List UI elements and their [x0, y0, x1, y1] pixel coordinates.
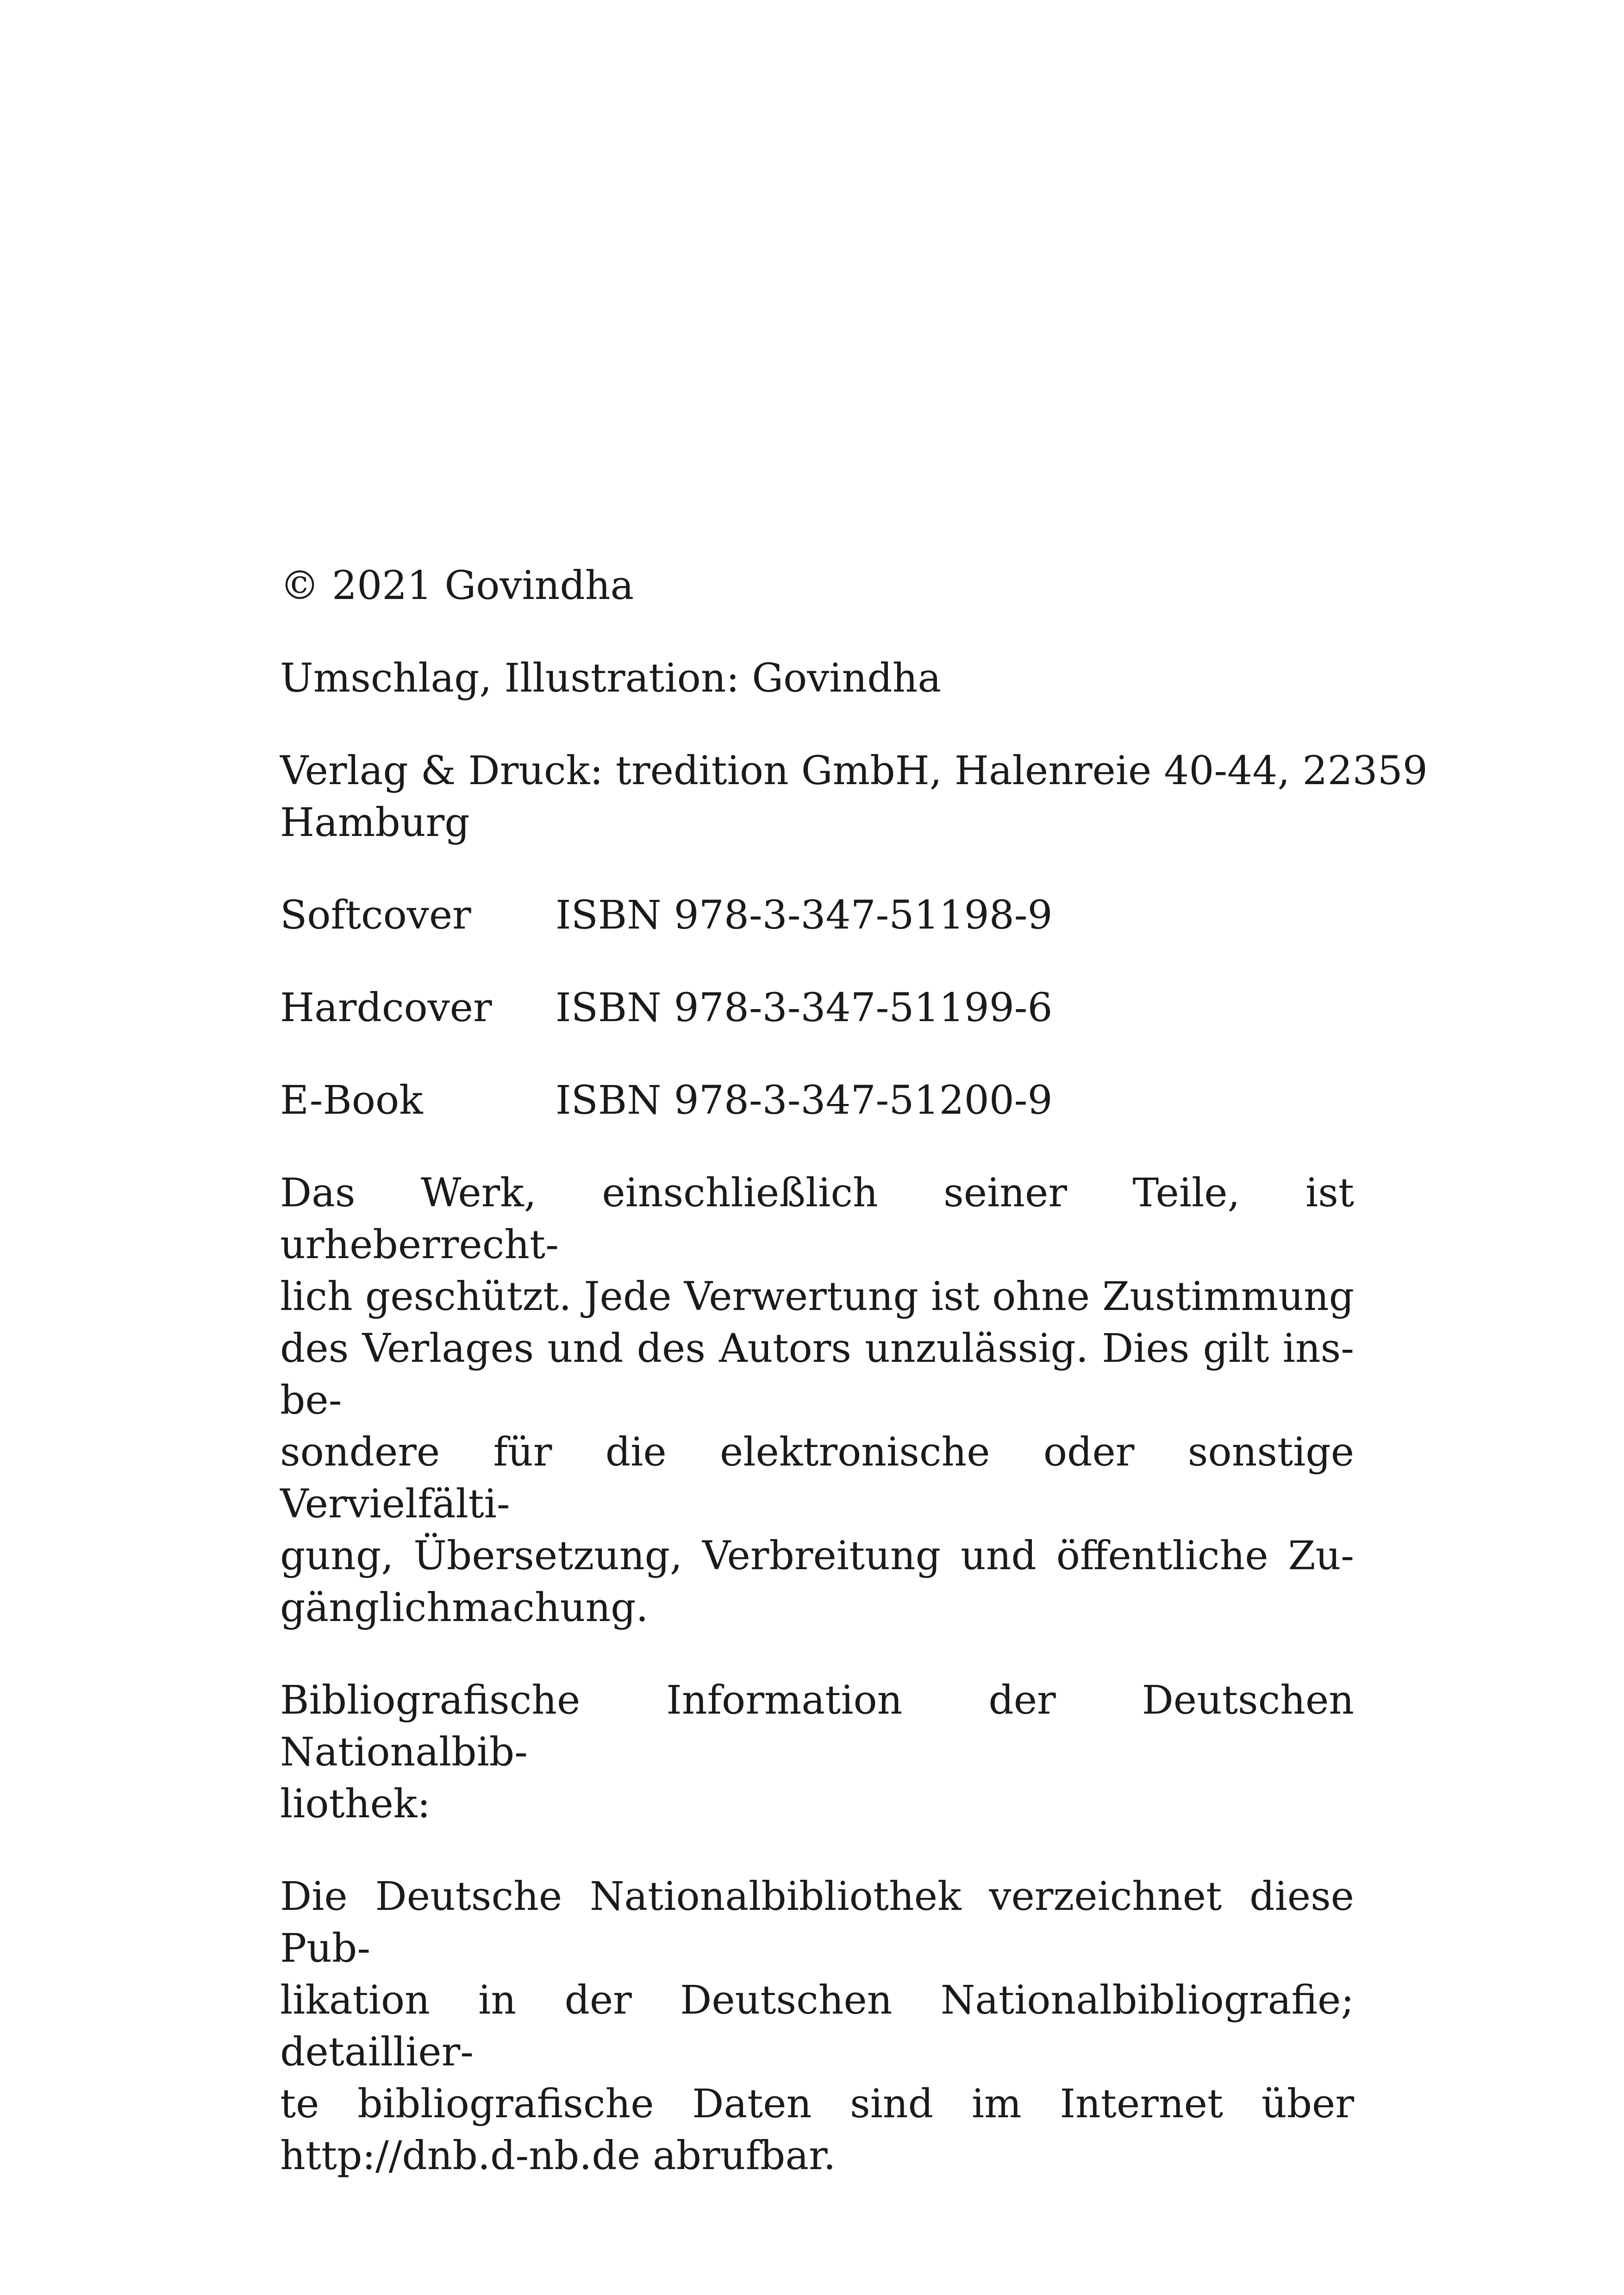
publisher-line: Hamburg — [280, 800, 470, 846]
biblio-heading-line: Bibliografische Information der Deutschen Nationalbib- — [280, 1678, 1354, 1775]
imprint-content — [280, 560, 1428, 2223]
publisher-address — [280, 745, 1428, 849]
copyright-text: © 2021 Govindha — [280, 563, 634, 609]
rights-notice — [280, 1167, 1354, 1634]
rights-notice-line: lich geschützt. Jede Verwertung ist ohne Zustimmung — [280, 1274, 1354, 1320]
rights-notice-line: sondere für die elektronische oder sonstige Vervielfälti- — [280, 1429, 1354, 1527]
isbn-value: ISBN 978-3-347-51200-9 — [556, 1078, 1053, 1123]
rights-notice-line: gänglichmachung. — [280, 1585, 649, 1631]
copyright-line — [280, 560, 1354, 612]
isbn-label: E-Book — [280, 1078, 423, 1123]
isbn-value: ISBN 978-3-347-51199-6 — [556, 985, 1053, 1031]
cover-credit-text: Umschlag, Illustration: Govindha — [280, 655, 942, 701]
isbn-row-ebook — [280, 1075, 1354, 1127]
isbn-value: ISBN 978-3-347-51198-9 — [556, 892, 1053, 938]
publisher-line: Verlag & Druck: tredition GmbH, Halenreie 40-44, 22359 — [280, 748, 1428, 794]
isbn-label: Hardcover — [280, 985, 492, 1031]
isbn-label: Softcover — [280, 892, 471, 938]
isbn-row-hardcover — [280, 982, 1354, 1034]
biblio-text-line: likation in der Deutschen Nationalbibliografie; detaillier- — [280, 1977, 1354, 2075]
rights-notice-line: gung, Übersetzung, Verbreitung und öffentliche Zu- — [280, 1533, 1354, 1579]
cover-credit — [280, 653, 1354, 705]
biblio-text-line: Die Deutsche Nationalbibliothek verzeichnet diese Pub- — [280, 1874, 1354, 1971]
rights-notice-line: Das Werk, einschließlich seiner Teile, ist urheberrecht- — [280, 1170, 1354, 1268]
isbn-row-softcover — [280, 890, 1354, 942]
biblio-text-line: http://dnb.d-nb.de abrufbar. — [280, 2133, 836, 2179]
biblio-text — [280, 1871, 1354, 2182]
biblio-heading — [280, 1675, 1354, 1830]
biblio-heading-line: liothek: — [280, 1781, 431, 1827]
rights-notice-line: des Verlages und des Autors unzulässig. Dies gilt ins-be- — [280, 1326, 1354, 1423]
biblio-text-line: te bibliografische Daten sind im Internet über — [280, 2081, 1354, 2127]
